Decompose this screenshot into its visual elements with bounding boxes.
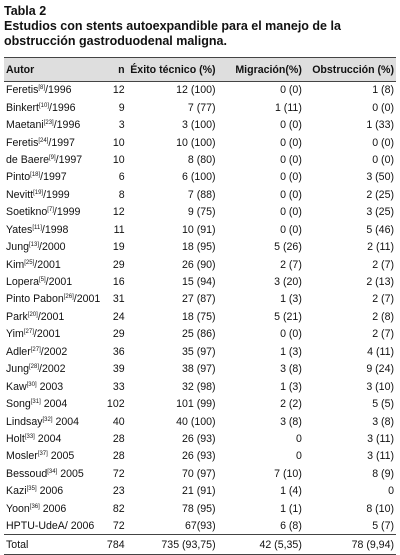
reference-number: [8] <box>38 85 46 92</box>
cell-obstruccion: 0 (0) <box>372 101 394 114</box>
cell-autor <box>4 343 102 360</box>
cell-migracion: 1 (3) <box>280 380 302 393</box>
cell-obstruccion: 2 (11) <box>367 241 394 254</box>
cell-n: 10 <box>112 136 125 149</box>
study-year: /1996 <box>49 101 76 114</box>
table-row <box>4 186 396 203</box>
cell-exito: 18 (95) <box>182 241 216 254</box>
author-name: Feretis <box>6 136 39 149</box>
cell-autor <box>4 273 102 290</box>
cell-obstruccion: 1 (33) <box>366 119 394 132</box>
cell-n: 11 <box>113 223 125 236</box>
cell-migracion: 0 <box>295 432 302 445</box>
header-migracion: Migración(%) <box>218 58 304 82</box>
table-body <box>4 82 396 535</box>
study-year: 2005 <box>57 467 84 480</box>
cell-migracion: 5 (21) <box>274 310 302 323</box>
total-exito: 735 (93,75) <box>127 535 218 555</box>
cell-obstruccion: 3 (11) <box>367 432 394 445</box>
cell-migracion: 1 (3) <box>280 293 302 306</box>
author-name: Lindsay <box>6 415 43 428</box>
cell-obstruccion: 3 (8) <box>372 415 394 428</box>
cell-exito: 27 (87) <box>182 293 216 306</box>
author-name: Kim <box>6 258 25 271</box>
cell-migracion: 0 (0) <box>280 188 302 201</box>
reference-number: [7] <box>47 207 54 214</box>
author-name: Yoon <box>6 502 30 515</box>
cell-migracion: 7 (10) <box>274 467 302 480</box>
cell-migracion: 0 <box>295 450 302 463</box>
cell-obstruccion: 5 (7) <box>372 519 394 532</box>
cell-obstruccion: 5 (5) <box>372 398 394 411</box>
cell-obstruccion: 1 (8) <box>372 84 394 97</box>
cell-obstruccion: 9 (24) <box>366 363 394 376</box>
table-row <box>4 465 396 482</box>
cell-n: 24 <box>112 310 125 323</box>
reference-number: [9] <box>49 154 56 161</box>
reference-number: [34] <box>47 468 58 475</box>
author-name: Park <box>6 310 28 323</box>
cell-exito: 7 (77) <box>187 101 216 114</box>
cell-n: 29 <box>112 328 125 341</box>
study-year: /2001 <box>33 328 61 341</box>
author-name: de Baere <box>6 153 49 166</box>
cell-n: 12 <box>112 206 125 219</box>
cell-migracion: 2 (2) <box>280 398 302 411</box>
author-name: Yates <box>6 223 33 236</box>
cell-exito: 6 (100) <box>182 171 216 184</box>
author-name: Bessoud <box>6 467 48 480</box>
author-name: Yim <box>6 328 24 341</box>
cell-exito: 78 (95) <box>182 502 216 515</box>
reference-number: [27] <box>30 346 41 353</box>
study-year: /2002 <box>39 363 66 376</box>
study-year: 2004 <box>34 432 62 445</box>
author-name: Song <box>6 398 31 411</box>
author-name: Binkert <box>6 101 39 114</box>
cell-obstruccion: 3 (50) <box>366 171 394 184</box>
reference-number: [24] <box>38 137 49 144</box>
header-n: n <box>102 58 126 82</box>
author-name: Pinto Pabon <box>6 293 64 306</box>
table-row <box>4 430 396 447</box>
cell-obstruccion: 2 (7) <box>372 328 394 341</box>
cell-n: 72 <box>112 519 125 532</box>
study-year: /1996 <box>53 119 81 132</box>
table-number: Tabla 2 <box>4 4 47 18</box>
cell-n: 28 <box>112 432 125 445</box>
reference-number: [13] <box>28 242 39 249</box>
header-exito-tecnico: Éxito técnico (%) <box>127 58 218 82</box>
cell-obstruccion: 4 (11) <box>367 345 394 358</box>
studies-table <box>4 57 396 555</box>
cell-n: 19 <box>112 241 125 254</box>
table-row <box>4 256 396 273</box>
study-year: /1997 <box>55 153 83 166</box>
cell-exito: 40 (100) <box>176 415 216 428</box>
cell-n: 82 <box>112 502 125 515</box>
author-name: Holt <box>6 432 25 445</box>
cell-obstruccion: 0 (0) <box>372 136 394 149</box>
cell-exito: 15 (94) <box>182 276 216 289</box>
author-name: Maetani <box>6 119 44 132</box>
table-row <box>4 378 396 395</box>
cell-n: 9 <box>118 101 125 114</box>
study-year: /1999 <box>43 188 70 201</box>
cell-migracion: 3 (8) <box>280 363 302 376</box>
cell-exito: 10 (100) <box>176 136 216 149</box>
table-row <box>4 395 396 412</box>
cell-autor <box>4 448 102 465</box>
cell-exito: 101 (99) <box>176 398 216 411</box>
cell-obstruccion: 2 (13) <box>366 276 394 289</box>
cell-autor <box>4 169 102 186</box>
table-row <box>4 99 396 116</box>
cell-autor <box>4 500 102 517</box>
cell-migracion: 0 (0) <box>280 153 302 166</box>
study-year: /1999 <box>53 206 81 219</box>
reference-number: [33] <box>24 433 35 440</box>
table-row <box>4 448 396 465</box>
cell-exito: 26 (93) <box>182 450 216 463</box>
cell-n: 72 <box>112 467 125 480</box>
table-title-line-2: obstrucción gastroduodenal maligna. <box>4 34 227 48</box>
cell-migracion: 1 (4) <box>280 485 302 498</box>
cell-n: 12 <box>112 84 125 97</box>
author-name: Pinto <box>6 171 31 184</box>
cell-autor <box>4 465 102 482</box>
study-year: /2002 <box>40 345 68 358</box>
table-caption <box>4 4 396 49</box>
cell-exito: 10 (91) <box>182 223 216 236</box>
cell-n: 31 <box>112 293 125 306</box>
cell-autor <box>4 238 102 255</box>
table-row <box>4 500 396 517</box>
cell-obstruccion: 3 (10) <box>366 380 394 393</box>
study-year: /1998 <box>41 223 69 236</box>
table-row <box>4 116 396 133</box>
cell-n: 40 <box>112 415 125 428</box>
study-year: 2006 <box>39 502 67 515</box>
cell-autor <box>4 99 102 116</box>
reference-number: [28] <box>28 364 39 371</box>
total-migracion: 42 (5,35) <box>218 535 304 555</box>
header-autor: Autor <box>4 58 102 82</box>
cell-n: 10 <box>112 153 125 166</box>
reference-number: [10] <box>38 102 49 109</box>
cell-autor <box>4 221 102 238</box>
reference-number: [27] <box>23 329 34 336</box>
table-row <box>4 308 396 325</box>
table-row <box>4 204 396 221</box>
cell-exito: 32 (98) <box>182 380 216 393</box>
study-year: /2001 <box>34 258 61 271</box>
table-row <box>4 517 396 534</box>
cell-n: 28 <box>112 450 125 463</box>
cell-autor <box>4 291 102 308</box>
author-name: Jung <box>6 363 29 376</box>
cell-n: 16 <box>112 276 125 289</box>
table-row <box>4 82 396 99</box>
reference-number: [23] <box>43 120 54 127</box>
author-name: Kazi <box>6 485 27 498</box>
cell-migracion: 5 (26) <box>274 241 302 254</box>
table-row <box>4 413 396 430</box>
cell-migracion: 0 (0) <box>280 136 302 149</box>
author-name: Feretis <box>6 84 39 97</box>
cell-autor <box>4 361 102 378</box>
table-title-line-1: Estudios con stents autoexpandible para el manejo de la <box>4 19 341 33</box>
table-row <box>4 169 396 186</box>
cell-migracion: 0 (0) <box>280 223 302 236</box>
cell-autor <box>4 82 102 99</box>
author-name: Mosler <box>6 450 38 463</box>
cell-migracion: 1 (11) <box>274 101 302 114</box>
cell-autor <box>4 517 102 534</box>
cell-n: 102 <box>106 398 125 411</box>
cell-migracion: 0 (0) <box>280 84 302 97</box>
cell-autor <box>4 256 102 273</box>
reference-number: [25] <box>24 259 35 266</box>
author-name: Jung <box>6 241 29 254</box>
table-row <box>4 221 396 238</box>
cell-n: 23 <box>112 485 125 498</box>
cell-n: 39 <box>112 363 125 376</box>
cell-n: 36 <box>112 345 125 358</box>
cell-obstruccion: 3 (11) <box>367 450 394 463</box>
cell-obstruccion: 5 (46) <box>366 223 394 236</box>
cell-autor <box>4 378 102 395</box>
cell-autor <box>4 483 102 500</box>
cell-exito: 3 (100) <box>182 119 216 132</box>
cell-obstruccion: 2 (25) <box>366 188 394 201</box>
cell-migracion: 0 (0) <box>280 171 302 184</box>
study-year: 2005 <box>47 450 75 463</box>
cell-obstruccion: 8 (10) <box>366 502 394 515</box>
author-name: Nevitt <box>6 188 34 201</box>
cell-migracion: 0 (0) <box>280 328 302 341</box>
author-name: Soetikno <box>6 206 48 219</box>
total-obstruccion: 78 (9,94) <box>304 535 396 555</box>
table-row <box>4 151 396 168</box>
reference-number: [31] <box>30 399 41 406</box>
cell-obstruccion: 2 (7) <box>372 258 394 271</box>
cell-autor <box>4 395 102 412</box>
table-row <box>4 134 396 151</box>
cell-exito: 18 (75) <box>182 310 216 323</box>
table-row <box>4 483 396 500</box>
reference-number: [26] <box>63 294 74 301</box>
reference-number: [18] <box>30 172 41 179</box>
study-year: /2001 <box>37 310 65 323</box>
total-row <box>4 535 396 555</box>
study-year: /1997 <box>40 171 67 184</box>
reference-number: [19] <box>33 189 44 196</box>
cell-autor <box>4 134 102 151</box>
reference-number: [32] <box>42 416 53 423</box>
reference-number: [30] <box>26 381 37 388</box>
study-year: 2006 <box>36 485 64 498</box>
table-row <box>4 238 396 255</box>
reference-number: [35] <box>26 486 37 493</box>
cell-migracion: 3 (8) <box>280 415 302 428</box>
author-name: Kaw <box>6 380 27 393</box>
cell-obstruccion: 2 (8) <box>372 310 394 323</box>
cell-obstruccion: 2 (7) <box>372 293 394 306</box>
cell-exito: 7 (88) <box>187 188 216 201</box>
cell-obstruccion: 0 (0) <box>372 153 394 166</box>
cell-migracion: 1 (3) <box>280 345 302 358</box>
cell-migracion: 2 (7) <box>280 258 302 271</box>
cell-autor <box>4 308 102 325</box>
cell-exito: 35 (97) <box>182 345 216 358</box>
cell-exito: 67(93) <box>184 519 216 532</box>
study-year: /2000 <box>39 241 66 254</box>
header-obstruccion: Obstrucción (%) <box>304 58 396 82</box>
author-name: Lopera <box>6 276 39 289</box>
cell-obstruccion: 8 (9) <box>372 467 394 480</box>
reference-number: [5] <box>39 277 46 284</box>
cell-exito: 38 (97) <box>182 363 216 376</box>
cell-exito: 25 (86) <box>182 328 216 341</box>
table-row <box>4 291 396 308</box>
cell-autor <box>4 413 102 430</box>
cell-n: 29 <box>112 258 125 271</box>
total-label: Total <box>4 535 102 555</box>
cell-autor <box>4 186 102 203</box>
study-year: /2001 <box>45 276 73 289</box>
cell-autor <box>4 204 102 221</box>
cell-n: 3 <box>118 119 125 132</box>
study-year: /1997 <box>48 136 75 149</box>
study-year: /1996 <box>45 84 72 97</box>
cell-migracion: 1 (1) <box>280 502 302 515</box>
reference-number: [11] <box>32 224 42 231</box>
cell-exito: 26 (90) <box>182 258 216 271</box>
study-year: 2003 <box>36 380 64 393</box>
author-name: HPTU-UdeA/ 2006 <box>6 519 95 532</box>
cell-n: 8 <box>118 188 125 201</box>
cell-autor <box>4 151 102 168</box>
table-row <box>4 361 396 378</box>
cell-autor <box>4 116 102 133</box>
cell-obstruccion: 3 (25) <box>366 206 394 219</box>
cell-exito: 21 (91) <box>182 485 216 498</box>
table-row <box>4 326 396 343</box>
reference-number: [37] <box>37 451 48 458</box>
cell-migracion: 3 (20) <box>274 276 302 289</box>
cell-obstruccion: 0 <box>388 485 394 498</box>
cell-exito: 26 (93) <box>182 432 216 445</box>
cell-autor <box>4 430 102 447</box>
cell-n: 6 <box>118 171 125 184</box>
cell-migracion: 0 (0) <box>280 119 302 132</box>
cell-exito: 70 (97) <box>182 467 216 480</box>
cell-exito: 12 (100) <box>176 84 216 97</box>
cell-n: 33 <box>112 380 125 393</box>
cell-migracion: 6 (8) <box>280 519 302 532</box>
study-year: /2001 <box>73 293 101 306</box>
cell-exito: 8 (80) <box>187 153 216 166</box>
total-n: 784 <box>102 535 126 555</box>
author-name: Adler <box>6 345 31 358</box>
reference-number: [20] <box>27 311 38 318</box>
cell-autor <box>4 326 102 343</box>
study-year: 2004 <box>52 415 80 428</box>
cell-exito: 9 (75) <box>187 206 216 219</box>
table-row <box>4 273 396 290</box>
table-row <box>4 343 396 360</box>
cell-migracion: 0 (0) <box>280 206 302 219</box>
reference-number: [36] <box>29 503 40 510</box>
study-year: 2004 <box>40 398 68 411</box>
header-row <box>4 58 396 82</box>
